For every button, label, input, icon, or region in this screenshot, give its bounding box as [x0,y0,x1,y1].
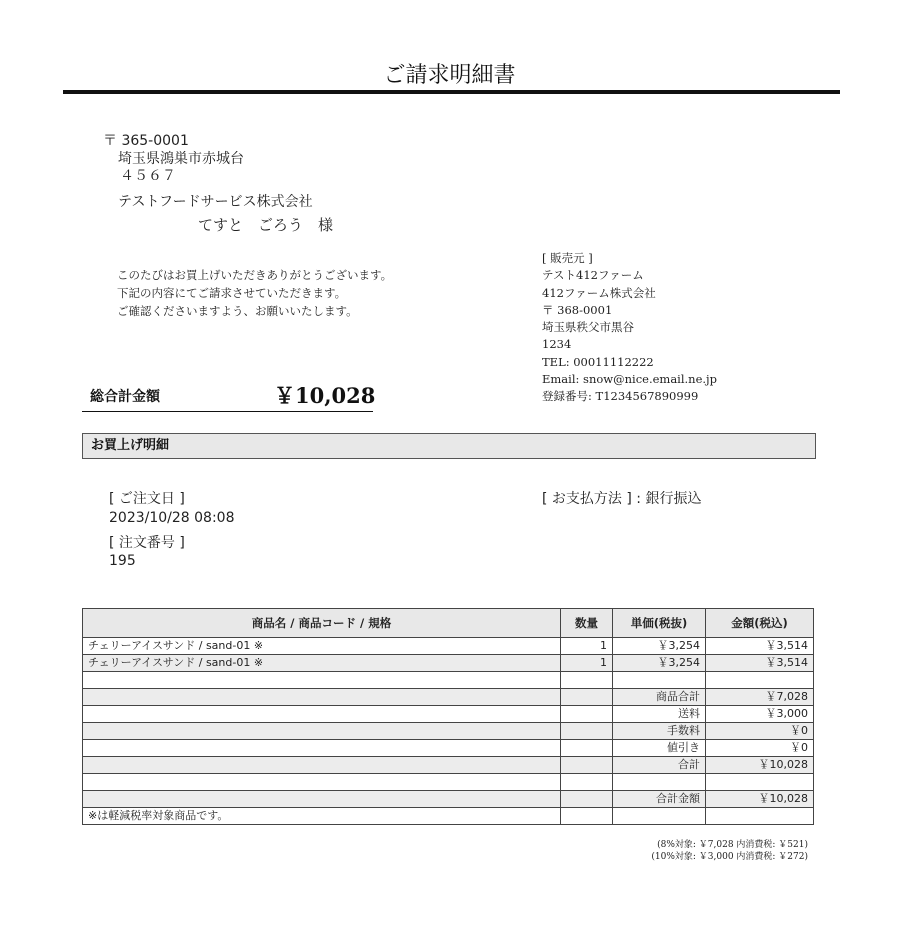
item-amount: ￥3,514 [706,655,814,672]
item-unit-price: ￥3,254 [613,638,706,655]
seller-postal: 〒 368-0001 [542,302,613,317]
seller-heading: [ 販売元 ] [542,251,593,265]
subtotal-label: 商品合計 [613,689,706,706]
table-row [83,655,814,672]
seller-address-1: 埼玉県秩父市黒谷 [542,320,634,335]
table-row [83,638,814,655]
recipient-name: てすと ごろう 様 [198,216,334,234]
subtotal-value: ￥7,028 [706,689,814,706]
seller-email: Email: snow@nice.email.ne.jp [542,372,717,387]
order-number: 195 [109,553,136,569]
seller-shop: テスト412ファーム [542,268,644,283]
section-header: お買上げ明細 [82,433,816,459]
order-number-label: [ 注文番号 ] [109,535,185,551]
total-label: 総合計金額 [90,389,160,405]
fee-value: ￥0 [706,723,814,740]
fee-label: 手数料 [613,723,706,740]
col-header-unit-price: 単価(税抜) [613,609,706,638]
discount-value: ￥0 [706,740,814,757]
table-row-empty [83,774,814,791]
grand-total-value: ￥10,028 [706,791,814,808]
item-name: チェリーアイスサンド / sand-01 ※ [83,638,561,655]
payment-method: [ お支払方法 ] : 銀行振込 [542,491,702,507]
greeting-line: ご確認くださいますよう、お願いいたします。 [117,304,358,318]
summary-row [83,791,814,808]
summary-row [83,757,814,774]
item-amount: ￥3,514 [706,638,814,655]
total-row-label: 合計 [613,757,706,774]
tax-note-10: (10%対象: ￥3,000 内消費税: ￥272) [651,852,808,862]
discount-label: 値引き [613,740,706,757]
summary-row [83,689,814,706]
greeting-line: このたびはお買上げいただきありがとうございます。 [117,268,393,282]
item-name: チェリーアイスサンド / sand-01 ※ [83,655,561,672]
order-date-label: [ ご注文日 ] [109,491,185,507]
seller-info [542,250,717,406]
greeting-line: 下記の内容にてご請求させていただきます。 [117,286,347,300]
items-table [82,608,814,825]
seller-address-2: 1234 [542,337,572,352]
recipient-address-1: 埼玉県鴻巣市赤城台 [118,151,244,167]
document-title: ご請求明細書 [383,63,516,88]
title-rule [63,90,840,94]
footnote: ※は軽減税率対象商品です。 [83,808,561,825]
total-rule [82,411,373,412]
col-header-product: 商品名 / 商品コード / 規格 [83,609,561,638]
total-value: ￥10,028 [274,383,376,408]
summary-row [83,740,814,757]
seller-tel: TEL: 00011112222 [542,354,654,369]
grand-total-label: 合計金額 [613,791,706,808]
footnote-row [83,808,814,825]
col-header-qty: 数量 [561,609,613,638]
recipient-address-2: ４５６７ [120,168,176,184]
tax-note-8: (8%対象: ￥7,028 内消費税: ￥521) [657,840,808,850]
summary-row [83,706,814,723]
total-row-value: ￥10,028 [706,757,814,774]
table-header-row [83,609,814,638]
seller-registration: 登録番号: T1234567890999 [542,389,699,404]
item-qty: 1 [561,655,613,672]
item-qty: 1 [561,638,613,655]
recipient-company: テストフードサービス株式会社 [118,194,313,210]
item-unit-price: ￥3,254 [613,655,706,672]
shipping-value: ￥3,000 [706,706,814,723]
order-date: 2023/10/28 08:08 [109,510,235,526]
greeting-message [117,266,392,320]
seller-company: 412ファーム株式会社 [542,285,656,300]
tax-notes [651,839,808,863]
recipient-postal: 〒 365-0001 [103,133,189,149]
summary-row [83,723,814,740]
table-row-empty [83,672,814,689]
col-header-amount: 金額(税込) [706,609,814,638]
shipping-label: 送料 [613,706,706,723]
